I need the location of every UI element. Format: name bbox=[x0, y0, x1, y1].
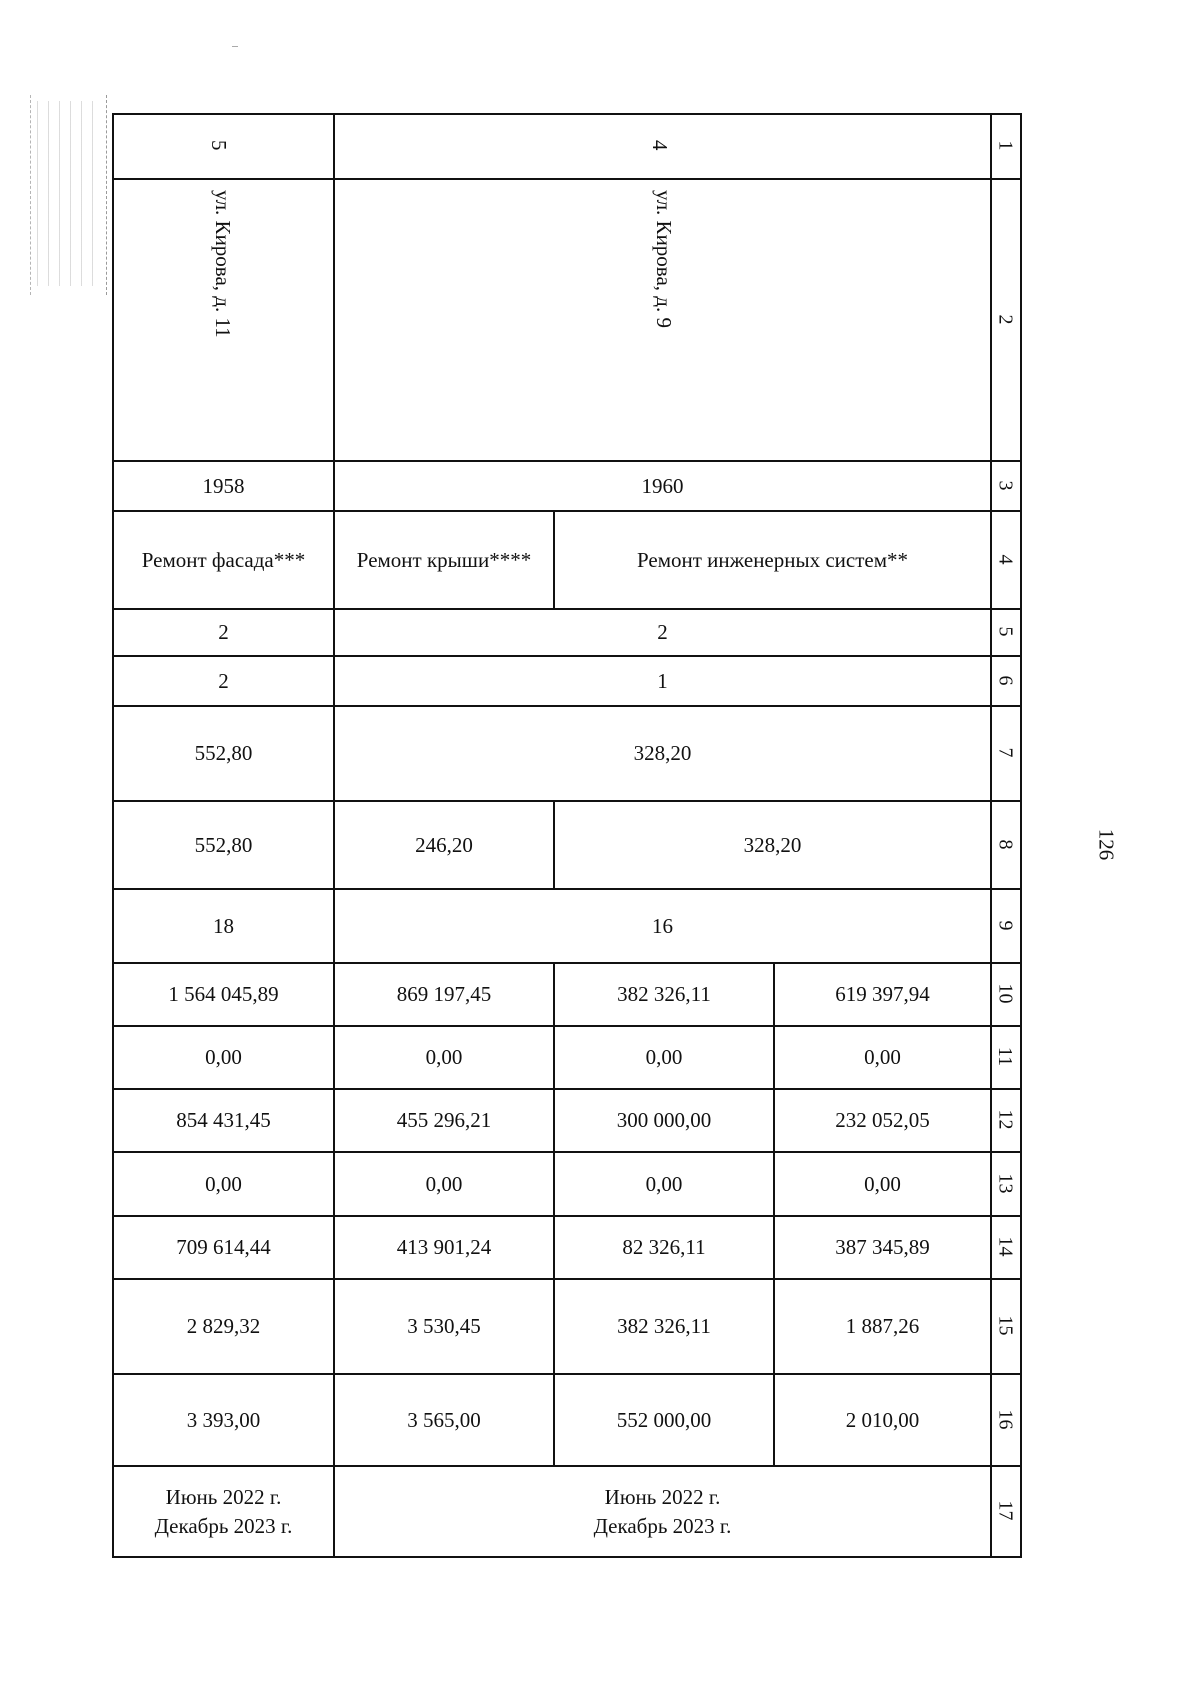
row9-right: 16 bbox=[652, 913, 673, 938]
row-number: 12 bbox=[994, 1109, 1017, 1130]
row-number: 10 bbox=[994, 983, 1017, 1004]
row5-right: 2 bbox=[657, 620, 668, 645]
row-number: 2 bbox=[994, 314, 1017, 324]
cell-row16-engineering-b: 2 010,00 bbox=[845, 1407, 920, 1432]
cell-row15-facade: 2 829,32 bbox=[186, 1314, 261, 1339]
row-number: 15 bbox=[994, 1315, 1017, 1336]
cell-row12-engineering-b: 232 052,05 bbox=[835, 1108, 930, 1133]
table-border-top bbox=[112, 113, 1022, 115]
table-border-right bbox=[1020, 113, 1022, 1558]
cell-row11-facade: 0,00 bbox=[205, 1045, 242, 1070]
work-type-roof: Ремонт крыши**** bbox=[356, 547, 532, 572]
row-number: 11 bbox=[994, 1046, 1017, 1067]
cell-row11-engineering-b: 0,00 bbox=[864, 1045, 901, 1070]
work-type-engineering: Ремонт инженерных систем** bbox=[636, 547, 909, 572]
cell-row13-facade: 0,00 bbox=[205, 1171, 242, 1196]
row-number: 4 bbox=[994, 554, 1017, 564]
cell-row11-roof: 0,00 bbox=[425, 1045, 463, 1070]
page-number: 126 bbox=[1094, 828, 1119, 861]
year-right: 1960 bbox=[641, 473, 684, 498]
row-number: 14 bbox=[994, 1236, 1017, 1257]
row-line-1 bbox=[112, 178, 1022, 180]
year-left: 1958 bbox=[202, 473, 245, 498]
cell-row15-engineering-a: 382 326,11 bbox=[617, 1314, 711, 1339]
table-border-bottom bbox=[112, 1556, 1022, 1558]
row-number: 6 bbox=[994, 675, 1017, 685]
repair-table: 1 2 3 4 5 6 7 8 9 10 11 12 13 14 15 16 17 5 4 ул. Кирова, д. 11 ул. Кирова, д. 9 1958 1960 Ремонт фасада*** Ремонт крыши**** Ремонт инженерных систем** 2 2 2 1 552,80 328,20 552,80 246,20 328,20 18 16 1 564 045,89 869 197,45 382 326,11 619 397,94 0,00 0,00 0,00 0,00 854 431,45 455 296,21 300 000,00 232 052,05 0,00 0,00 0,00 0,00 709 614,44 413 901,24 82 326,11 387 345,89 2 829,32 3 530,45 382 326,11 1 887,26 3 393,00 3 565,00 552 000,00 2 010,00 Июнь 2022 г. Декабрь 2023 г. Июнь 2022 г. Декабрь 2023 г. bbox=[0, 0, 1200, 1698]
cell-row12-engineering-a: 300 000,00 bbox=[616, 1108, 712, 1133]
cell-row16-facade: 3 393,00 bbox=[186, 1407, 261, 1432]
cell-row13-roof: 0,00 bbox=[425, 1171, 463, 1196]
cell-row14-roof: 413 901,24 bbox=[396, 1235, 492, 1260]
row-number: 3 bbox=[994, 480, 1017, 490]
cell-row15-roof: 3 530,45 bbox=[407, 1314, 481, 1339]
cell-row16-engineering-a: 552 000,00 bbox=[616, 1407, 712, 1432]
period-left: Июнь 2022 г. Декабрь 2023 г. bbox=[154, 1485, 293, 1538]
cell-row13-engineering-b: 0,00 bbox=[864, 1171, 901, 1196]
cell-row14-engineering-a: 82 326,11 bbox=[622, 1235, 706, 1260]
cell-row10-facade: 1 564 045,89 bbox=[168, 982, 279, 1007]
row-number: 9 bbox=[994, 920, 1017, 930]
row-number: 16 bbox=[994, 1409, 1017, 1429]
row-number: 17 bbox=[994, 1500, 1017, 1521]
row9-left: 18 bbox=[213, 913, 234, 938]
row8-right: 328,20 bbox=[743, 832, 802, 857]
cell-row14-engineering-b: 387 345,89 bbox=[835, 1235, 930, 1260]
row5-left: 2 bbox=[218, 620, 229, 645]
row-number: 8 bbox=[994, 839, 1017, 849]
row-number: 1 bbox=[994, 140, 1017, 151]
period-right: Июнь 2022 г. Декабрь 2023 г. bbox=[593, 1485, 732, 1538]
cell-row12-roof: 455 296,21 bbox=[396, 1108, 492, 1133]
row-number: 5 bbox=[994, 626, 1017, 637]
cell-row15-engineering-b: 1 887,26 bbox=[845, 1314, 920, 1339]
row7-left: 552,80 bbox=[194, 741, 253, 766]
row-number: 7 bbox=[994, 747, 1017, 758]
cell-row10-engineering-b: 619 397,94 bbox=[835, 982, 930, 1007]
cell-row10-engineering-a: 382 326,11 bbox=[617, 982, 711, 1007]
cell-row11-engineering-a: 0,00 bbox=[645, 1045, 683, 1070]
row6-right: 1 bbox=[657, 668, 668, 693]
cell-row14-facade: 709 614,44 bbox=[176, 1235, 271, 1260]
work-type-facade: Ремонт фасада*** bbox=[141, 547, 306, 572]
row6-left: 2 bbox=[218, 668, 229, 693]
row8-middle: 246,20 bbox=[415, 832, 473, 857]
row7-right: 328,20 bbox=[633, 741, 692, 766]
row-number: 13 bbox=[994, 1173, 1017, 1193]
cell-row12-facade: 854 431,45 bbox=[176, 1108, 271, 1133]
cell-row10-roof: 869 197,45 bbox=[396, 982, 492, 1007]
row8-left: 552,80 bbox=[194, 832, 253, 857]
cell-row13-engineering-a: 0,00 bbox=[645, 1171, 683, 1196]
cell-row16-roof: 3 565,00 bbox=[407, 1407, 481, 1432]
